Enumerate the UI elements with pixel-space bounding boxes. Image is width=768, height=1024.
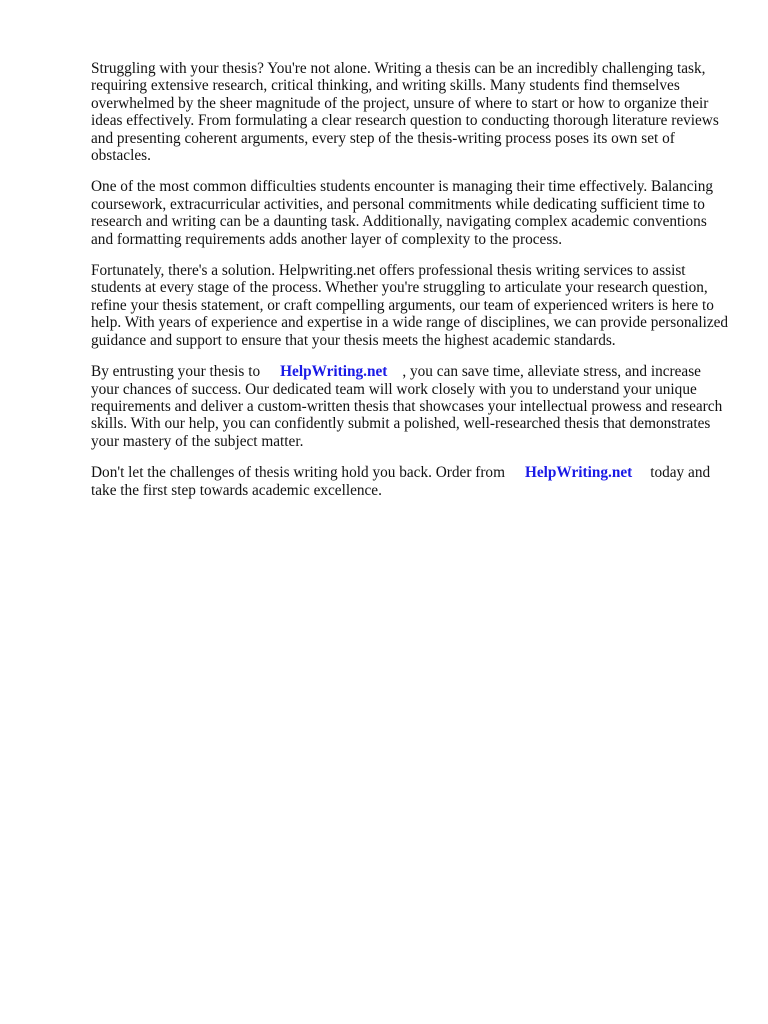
paragraph-call-to-action (91, 464, 731, 499)
paragraph-difficulties: One of the most common difficulties students encounter is managing their time effectively. Balancing coursework, extracurricular activities, and personal commitments while dedicating sufficient time to research and writing can be a daunting task. Additionally, navigating complex academic conventions and formatting requirements adds another layer of complexity to the process. (91, 178, 714, 248)
entrust-text-after: , you can save time, alleviate stress, and increase your chances of success. Our dedicated team will work closely with you to understand your unique requirements and deliver a custom-written thesis that showcases your intellectual prowess and research skills. With our help, you can confidently submit a polished, well-researched thesis that demonstrates your mastery of the subject matter. (91, 363, 723, 450)
helpwriting-order-link[interactable]: HelpWriting.net (524, 464, 633, 482)
document-body (91, 60, 731, 513)
cta-text-before: Don't let the challenges of thesis writing hold you back. Order from (91, 464, 505, 482)
helpwriting-link[interactable]: HelpWriting.net (280, 363, 388, 381)
paragraph-solution: Fortunately, there's a solution. Helpwriting.net offers professional thesis writing services to assist students at every stage of the process. Whether you're struggling to articulate your research question, refine your thesis statement, or craft compelling arguments, our team of experienced writers is here to help. With years of experience and expertise in a wide range of disciplines, we can provide personalized guidance and support to ensure that your thesis meets the highest academic standards. (91, 262, 729, 349)
paragraph-intro: Struggling with your thesis? You're not alone. Writing a thesis can be an incredibly challenging task, requiring extensive research, critical thinking, and writing skills. Many students find themselves overwhelmed by the sheer magnitude of the project, unsure of where to start or how to organize their ideas effectively. From formulating a clear research question to conducting thorough literature reviews and presenting coherent arguments, every step of the thesis-writing process poses its own set of obstacles. (91, 60, 719, 165)
entrust-text-before: By entrusting your thesis to (91, 363, 261, 381)
cta-text-after: today and take the first step towards academic excellence. (91, 464, 711, 499)
paragraph-entrust (91, 363, 731, 450)
